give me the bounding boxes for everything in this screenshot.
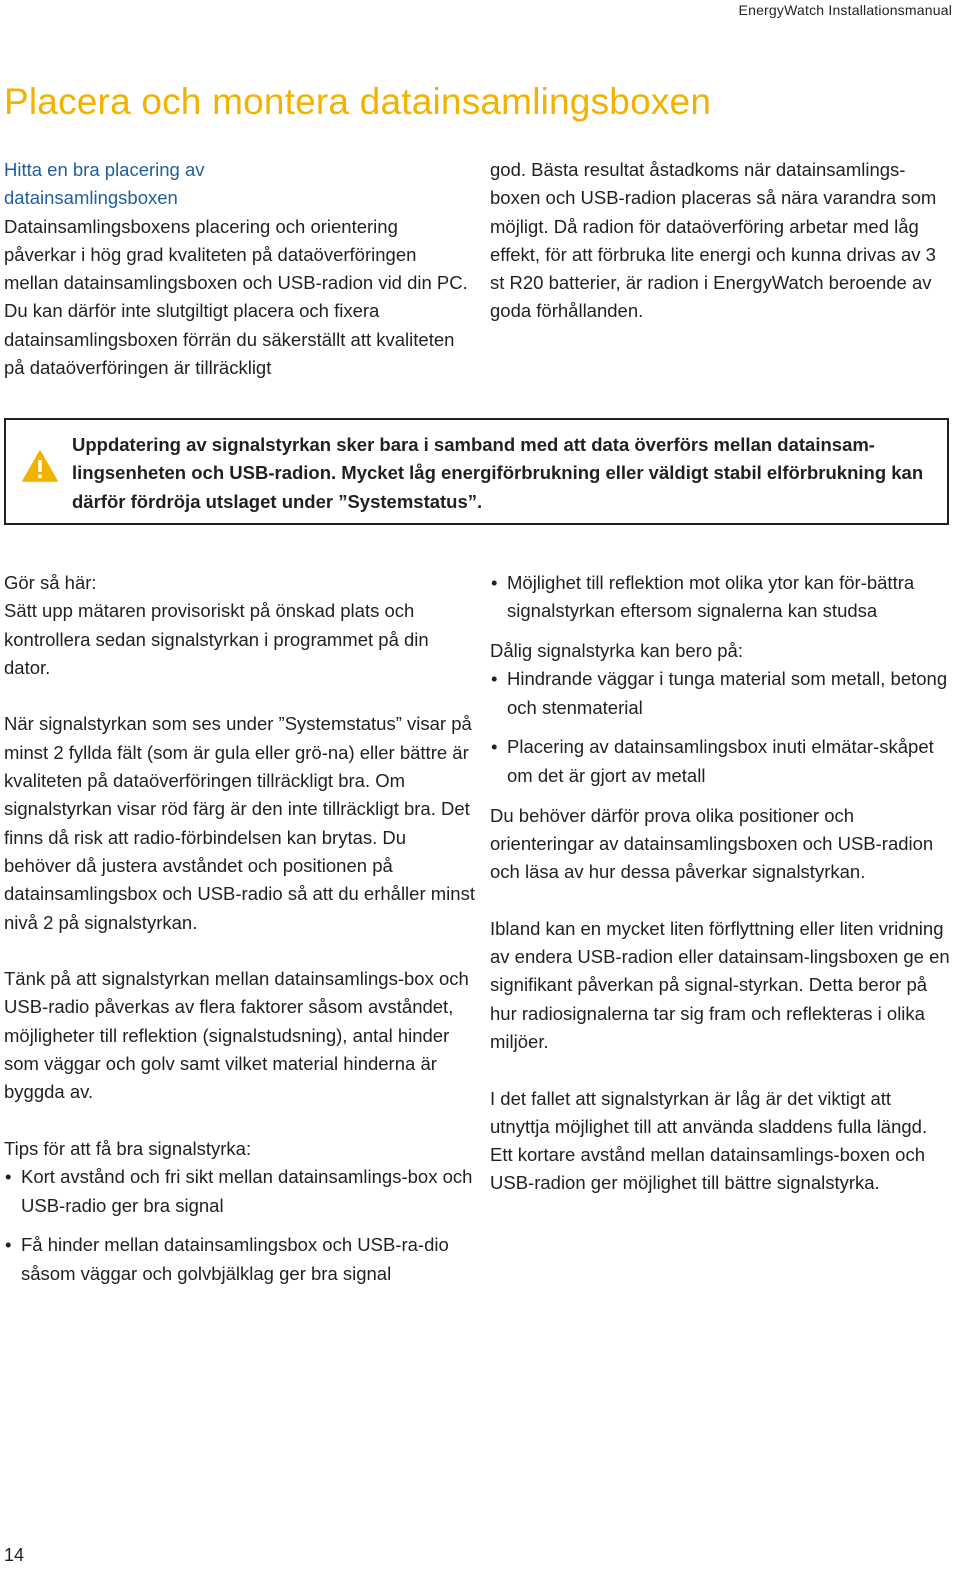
warning-box: [4, 418, 949, 525]
list-item: • Möjlighet till reflektion mot olika ytor kan för-bättra signalstyrkan eftersom signalerna kan studsa: [490, 569, 952, 626]
list-item: • Kort avstånd och fri sikt mellan datainsamlings-box och USB-radio ger bra signal: [4, 1163, 476, 1220]
bullet-icon: •: [491, 736, 498, 758]
do-heading: Gör så här:: [4, 572, 97, 593]
try-positions-paragraph: Du behöver därför prova olika positioner och orienteringar av datainsamlingsboxen och USB-radion och läsa av hur dessa påverkar signalstyrkan.: [490, 804, 934, 883]
small-move-paragraph: Ibland kan en mycket liten förflyttning eller liten vridning av endera USB-radion eller datainsam-lingsboxen ge en signifikant påverkan på signal-styrkan. Detta beror på hur radiosignalerna tar sig fram och reflekteras i olika miljöer.: [490, 917, 950, 1052]
intro-left-text: Datainsamlingsboxens placering och orientering påverkar i hög grad kvaliteten på dataöverföringen mellan datainsamlingsboxen och USB-radion vid din PC. Du kan därför inte slutgiltigt placera och fixera datainsamlingsboxen förrän du säkerställt att kvaliteten på dataöverföringen är tillräckligt: [4, 215, 468, 379]
list-item: • Placering av datainsamlingsbox inuti elmätar-skåpet om det är gjort av metall: [490, 733, 952, 790]
intro-right-text: god. Bästa resultat åstadkoms när datainsamlings-boxen och USB-radion placeras så nära varandra som möjligt. Då radion för dataöverföring arbetar med låg effekt, för att förbruka lite energi och kunna drivas av 3 st R20 batterier, är radion i EnergyWatch beroende av goda förhållanden.: [490, 159, 937, 322]
left-column: [4, 569, 476, 1299]
tips-continued-list: [490, 569, 952, 626]
do-text: Sätt upp mätaren provisoriskt på önskad plats och kontrollera sedan signalstyrkan i programmet på din dator.: [4, 600, 429, 678]
warning-text: Uppdatering av signalstyrkan sker bara i samband med att data överförs mellan datainsam-lingsenheten och USB-radion. Mycket låg energiförbrukning eller väldigt stabil elförbrukning kan därför fördröja utslaget under ”Systemstatus”.: [72, 434, 924, 512]
right-column: [490, 569, 952, 1198]
list-item: • Få hinder mellan datainsamlingsbox och USB-ra-dio såsom väggar och golvbjälklag ger bra signal: [4, 1231, 476, 1288]
poor-signal-heading: Dålig signalstyrka kan bero på:: [490, 640, 743, 662]
factors-paragraph: Tänk på att signalstyrkan mellan datainsamlings-box och USB-radio påverkas av flera faktorer såsom avståndet, möjligheter till reflektion (signalstudsning), antal hinder som väggar och golv samt vilket material hinderna är byggda av.: [4, 968, 469, 1103]
bullet-icon: •: [5, 1166, 12, 1188]
bullet-icon: •: [5, 1234, 12, 1256]
page-title: Placera och montera datainsamlingsboxen: [4, 81, 712, 122]
bullet-icon: •: [491, 668, 498, 690]
running-header: EnergyWatch Installationsmanual: [738, 2, 952, 18]
tips-heading: Tips för att få bra signalstyrka:: [4, 1137, 252, 1159]
warning-triangle-icon: [22, 450, 58, 482]
section-heading: Hitta en bra placering av datainsamlingsboxen: [4, 159, 205, 209]
intro-left-column: [4, 156, 474, 382]
poor-signal-list: [490, 665, 952, 790]
tips-list: [4, 1163, 476, 1288]
systemstatus-paragraph: När signalstyrkan som ses under ”Systemstatus” visar på minst 2 fyllda fält (som är gula eller grö-na) eller bättre är kvaliteten på dataöverföringen tillräckligt bra. Om signalstyrkan visar röd färg är den inte tillräckligt bra. Det finns då risk att radio-förbindelsen kan brytas. Du behöver då justera avståndet och positionen på datainsamlingsbox och USB-radio så att du erhåller minst nivå 2 på signalstyrkan.: [4, 713, 475, 933]
intro-right-column: [490, 156, 952, 326]
list-item: • Hindrande väggar i tunga material som metall, betong och stenmaterial: [490, 665, 952, 722]
page-number: 14: [4, 1545, 25, 1565]
bullet-icon: •: [491, 572, 498, 593]
cable-paragraph: I det fallet att signalstyrkan är låg är det viktigt att utnyttja möjlighet till att använda sladdens fulla längd. Ett kortare avstånd mellan datainsamlings-boxen och USB-radion ger möjlighet till bättre signalstyrka.: [490, 1087, 928, 1194]
